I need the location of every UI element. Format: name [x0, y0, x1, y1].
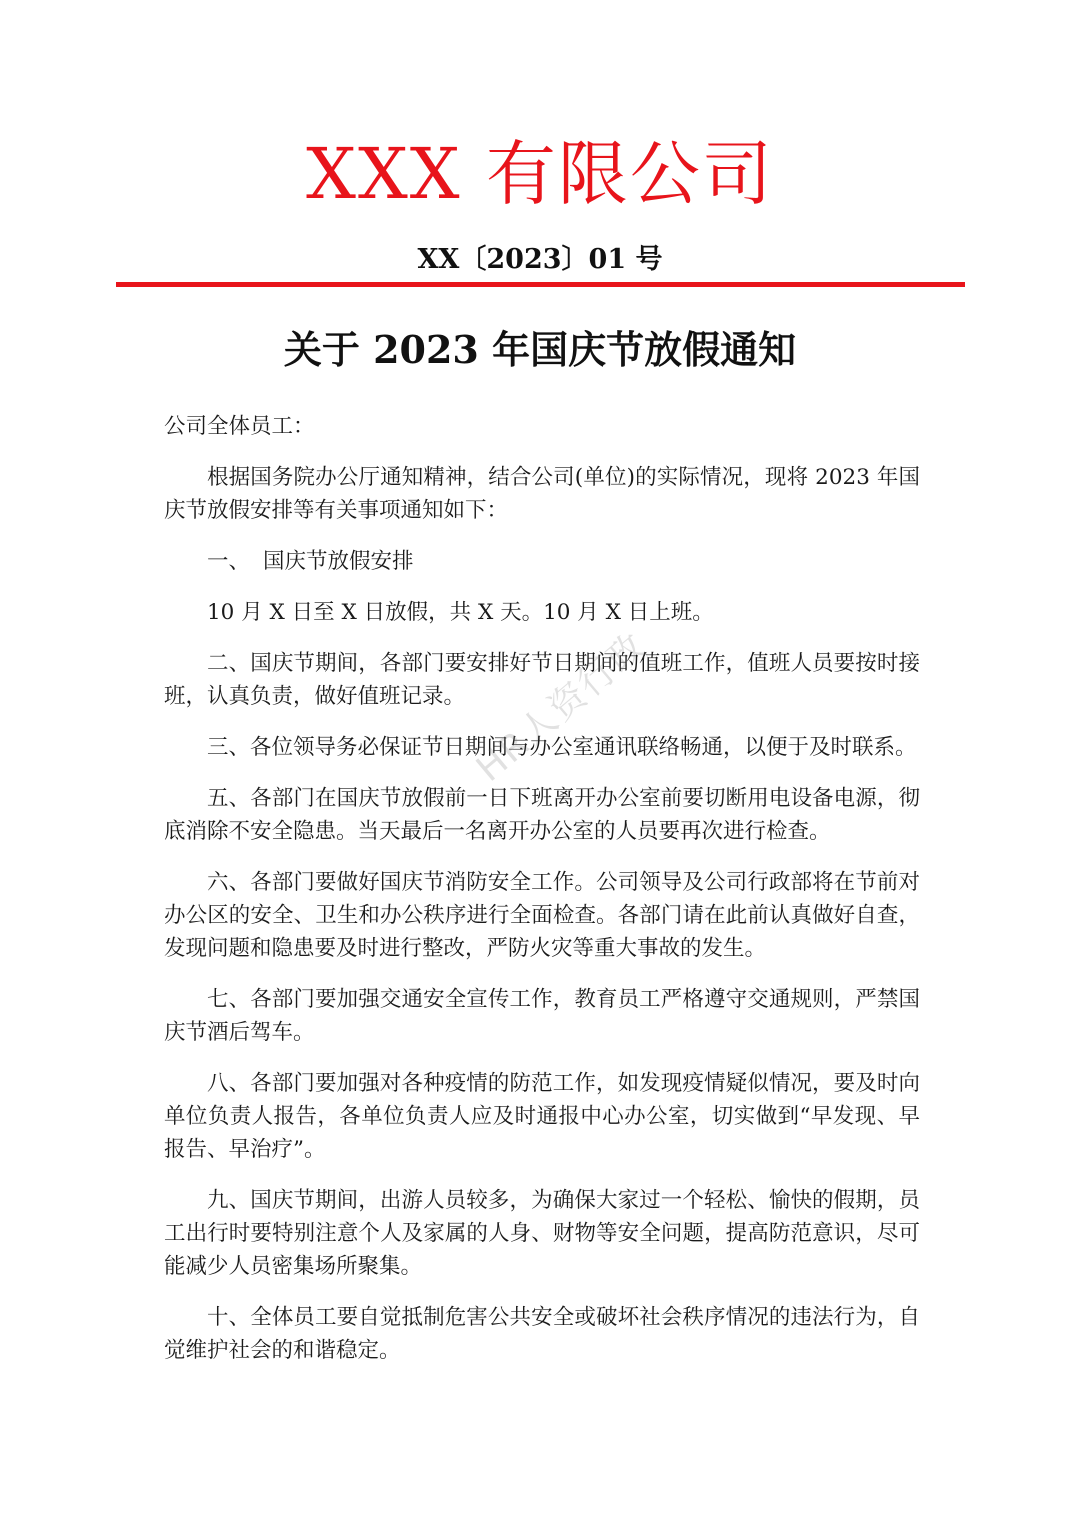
red-divider-line [116, 282, 965, 287]
company-name-header: XXX 有限公司 [306, 133, 774, 215]
item-paragraph: 八、各部门要加强对各种疫情的防范工作，如发现疫情疑似情况，要及时向单位负责人报告，各单位负责人应及时通报中心办公室，切实做到“早发现、早报告、早治疗”。 [164, 1071, 920, 1162]
section-number: 一、 [207, 549, 251, 574]
intro-paragraph: 根据国务院办公厅通知精神，结合公司(单位)的实际情况，现将 2023 年国庆节放假安排等有关事项通知如下： [164, 465, 920, 523]
item-paragraph: 六、各部门要做好国庆节消防安全工作。公司领导及公司行政部将在节前对办公区的安全、卫生和办公秩序进行全面检查。各部门请在此前认真做好自查，发现问题和隐患要及时进行整改，严防火灾等重大事故的发生。 [164, 870, 920, 961]
salutation: 公司全体员工： [164, 414, 315, 439]
document-title: 关于 2023 年国庆节放假通知 [283, 327, 797, 372]
item-paragraph: 三、各位领导务必保证节日期间与办公室通讯联络畅通，以便于及时联系。 [207, 735, 917, 760]
item-paragraph: 七、各部门要加强交通安全宣传工作，教育员工严格遵守交通规则，严禁国庆节酒后驾车。 [164, 987, 920, 1045]
item-paragraph: 二、国庆节期间，各部门要安排好节日期间的值班工作，值班人员要按时接班，认真负责，做好值班记录。 [164, 651, 920, 709]
document-body [164, 410, 920, 1385]
section-title: 国庆节放假安排 [263, 549, 414, 574]
section-heading [164, 545, 920, 578]
watermark-text: HR人资行政 [469, 624, 655, 790]
document-number: XX〔2023〕01 号 [417, 244, 663, 275]
item-paragraph: 九、国庆节期间，出游人员较多，为确保大家过一个轻松、愉快的假期，员工出行时要特别注意个人及家属的人身、财物等安全问题，提高防范意识，尽可能减少人员密集场所聚集。 [164, 1188, 920, 1279]
item-paragraph: 五、各部门在国庆节放假前一日下班离开办公室前要切断用电设备电源，彻底消除不安全隐患。当天最后一名离开办公室的人员要再次进行检查。 [164, 786, 920, 844]
item-paragraph: 十、全体员工要自觉抵制危害公共安全或破坏社会秩序情况的违法行为，自觉维护社会的和谐稳定。 [164, 1305, 920, 1363]
holiday-dates-paragraph: 10 月 X 日至 X 日放假，共 X 天。10 月 X 日上班。 [207, 600, 714, 625]
